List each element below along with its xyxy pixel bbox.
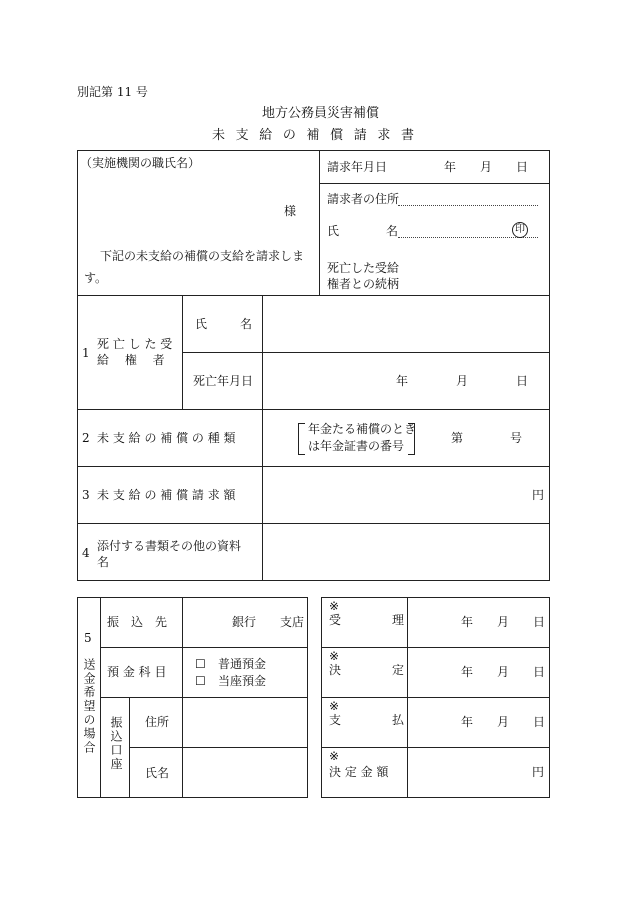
row3-label: 未 支 給 の 補 償 請 求 額 bbox=[97, 488, 236, 502]
account-address-label: 住所 bbox=[145, 715, 170, 729]
receipt-year: 年 bbox=[461, 615, 474, 629]
request-date-month: 月 bbox=[480, 160, 493, 174]
row2-note-1: 年金たる補償のとき bbox=[308, 422, 417, 436]
decided-amount-unit: 円 bbox=[532, 765, 545, 779]
account-vertical-label: 振込口座 bbox=[109, 716, 123, 772]
row1-death-month: 月 bbox=[456, 374, 469, 388]
payment-year: 年 bbox=[461, 715, 474, 729]
current-deposit-label: 当座預金 bbox=[218, 674, 267, 688]
decision-year: 年 bbox=[461, 665, 474, 679]
payment-mark: ※ bbox=[329, 699, 340, 713]
seal-mark: 印 bbox=[512, 222, 528, 238]
decision-day: 日 bbox=[533, 665, 546, 679]
row2-go: 号 bbox=[510, 431, 523, 445]
amount-mark: ※ bbox=[329, 749, 340, 763]
request-text-2: す。 bbox=[84, 271, 108, 285]
receipt-label-1: 受 bbox=[329, 613, 342, 627]
ordinary-deposit-label: 普通預金 bbox=[218, 657, 267, 671]
honorific: 様 bbox=[284, 204, 297, 218]
bank-label: 銀行 bbox=[232, 615, 257, 629]
row3-number: 3 bbox=[82, 488, 90, 502]
row1-label-1: 死 亡 し た 受 bbox=[97, 337, 173, 351]
current-checkbox[interactable]: ☐ bbox=[195, 674, 206, 688]
transfer-label: 振 込 先 bbox=[107, 615, 168, 629]
row2-number: 2 bbox=[82, 431, 90, 445]
relation-label-1: 死亡した受給 bbox=[327, 261, 400, 275]
relation-label-2: 権者との続柄 bbox=[327, 277, 400, 291]
row1-name-label-2: 名 bbox=[240, 317, 253, 331]
decision-label-1: 決 bbox=[329, 663, 342, 677]
institution-label: （実施機関の職氏名） bbox=[80, 156, 201, 170]
row3-unit: 円 bbox=[532, 488, 545, 502]
payment-label-1: 支 bbox=[329, 713, 342, 727]
row1-death-day: 日 bbox=[516, 374, 529, 388]
decided-amount-label: 決 定 金 額 bbox=[329, 765, 389, 779]
address-line bbox=[398, 205, 538, 206]
request-date-label: 請求年月日 bbox=[327, 160, 388, 174]
request-date-year: 年 bbox=[444, 160, 457, 174]
row1-name-label-1: 氏 bbox=[195, 317, 208, 331]
decision-mark: ※ bbox=[329, 649, 340, 663]
remittance-vertical-label: 送金希望の場合 bbox=[82, 658, 96, 755]
row1-label-2: 給 権 者 bbox=[97, 353, 165, 367]
row4-number: 4 bbox=[82, 546, 90, 560]
decision-label-2: 定 bbox=[392, 663, 405, 677]
branch-label: 支店 bbox=[280, 615, 305, 629]
requester-name-label-1: 氏 bbox=[327, 224, 340, 238]
row1-death-date-label: 死亡年月日 bbox=[193, 374, 254, 388]
request-date-day: 日 bbox=[516, 160, 529, 174]
account-type-label: 預 金 科 目 bbox=[107, 665, 167, 679]
row2-dai: 第 bbox=[451, 431, 464, 445]
row2-note-2: は年金証書の番号 bbox=[308, 439, 405, 453]
form-subtitle: 地方公務員災害補償 bbox=[262, 106, 380, 121]
ordinary-checkbox[interactable]: ☐ bbox=[195, 657, 206, 671]
row1-death-year: 年 bbox=[396, 374, 409, 388]
account-name-label: 氏名 bbox=[145, 766, 170, 780]
row4-label-1: 添付する書類その他の資料 bbox=[97, 539, 242, 553]
requester-address-label: 請求者の住所 bbox=[327, 192, 400, 206]
row1-number: 1 bbox=[82, 346, 90, 360]
receipt-label-2: 理 bbox=[392, 613, 405, 627]
row4-label-2: 名 bbox=[97, 555, 110, 569]
remittance-number: 5 bbox=[84, 631, 92, 645]
row2-label: 未 支 給 の 補 償 の 種 類 bbox=[97, 431, 236, 445]
form-number: 別記第 11 号 bbox=[77, 85, 148, 99]
decision-month: 月 bbox=[497, 665, 510, 679]
receipt-mark: ※ bbox=[329, 599, 340, 613]
form-title: 未 支 給 の 補 償 請 求 書 bbox=[212, 128, 418, 143]
requester-name-label-2: 名 bbox=[386, 224, 399, 238]
payment-day: 日 bbox=[533, 715, 546, 729]
payment-month: 月 bbox=[497, 715, 510, 729]
receipt-day: 日 bbox=[533, 615, 546, 629]
request-text-1: 下記の未支給の補償の支給を請求しま bbox=[100, 249, 305, 263]
bracket-left bbox=[298, 423, 305, 455]
receipt-month: 月 bbox=[497, 615, 510, 629]
payment-label-2: 払 bbox=[392, 713, 405, 727]
